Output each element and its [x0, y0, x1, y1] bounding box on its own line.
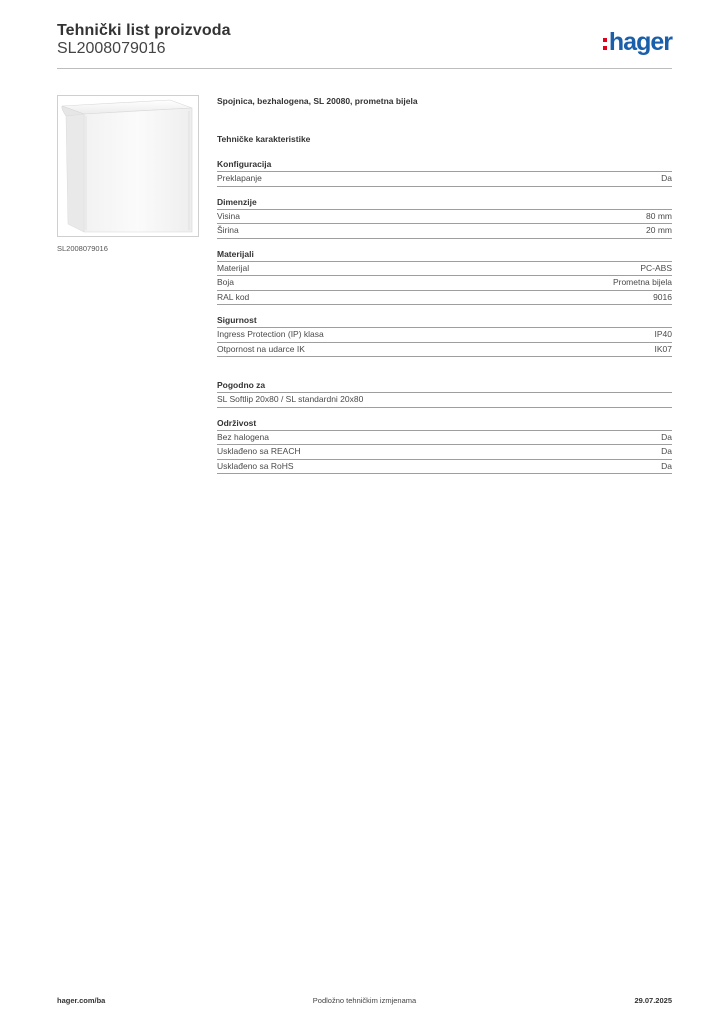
spec-label: RAL kod — [217, 291, 250, 302]
header-divider — [57, 68, 672, 69]
spec-row — [217, 445, 672, 460]
logo-text: hager — [608, 28, 672, 56]
section-dimenzije — [217, 196, 672, 239]
spec-label: Usklađeno sa RoHS — [217, 460, 294, 471]
spec-label: Ingress Protection (IP) klasa — [217, 329, 324, 339]
spec-value: PC-ABS — [640, 262, 672, 273]
spec-label: Bez halogena — [217, 431, 269, 442]
spec-row — [217, 460, 672, 475]
spec-value: IK07 — [654, 343, 672, 354]
section-title: Dimenzije — [217, 196, 672, 210]
spec-row — [217, 262, 672, 277]
spec-row — [217, 172, 672, 187]
specification-content — [217, 96, 672, 474]
spec-row — [217, 431, 672, 446]
spec-value: Da — [661, 173, 672, 183]
footer-notice: Podložno tehničkim izmjenama — [312, 996, 417, 1005]
section-odrzivost — [217, 417, 672, 475]
hager-logo — [603, 28, 672, 57]
spec-value: IP40 — [654, 329, 672, 339]
section-title: Održivost — [217, 417, 672, 431]
spec-value: 20 mm — [646, 225, 672, 235]
technical-characteristics-title: Tehničke karakteristike — [217, 134, 311, 144]
logo-dots-icon — [603, 38, 607, 50]
spec-row — [217, 291, 672, 306]
section-title: Sigurnost — [217, 314, 672, 328]
spec-value: Da — [661, 446, 672, 456]
section-sigurnost — [217, 314, 672, 357]
spec-label: Širina — [217, 225, 239, 235]
section-title: Pogodno za — [217, 379, 672, 393]
product-image — [57, 95, 199, 237]
section-materijali — [217, 248, 672, 306]
spec-value: Da — [661, 431, 672, 442]
spec-row — [217, 393, 672, 408]
section-konfiguracija — [217, 158, 672, 187]
section-title: Materijali — [217, 248, 672, 262]
spec-value: Da — [661, 460, 672, 471]
spec-row — [217, 224, 672, 239]
section-title: Konfiguracija — [217, 158, 672, 172]
spec-value: 9016 — [653, 291, 672, 302]
spec-row — [217, 343, 672, 358]
document-header — [57, 20, 672, 68]
document-title: Tehnički list proizvoda — [57, 22, 231, 39]
spec-row — [217, 276, 672, 291]
spec-value: 80 mm — [646, 210, 672, 221]
product-description: Spojnica, bezhalogena, SL 20080, prometna bijela — [217, 96, 418, 106]
spec-label: Usklađeno sa REACH — [217, 446, 301, 456]
spec-label: Materijal — [217, 262, 250, 273]
spec-label: Boja — [217, 277, 235, 287]
section-pogodno-za — [217, 379, 672, 408]
spec-row — [217, 210, 672, 225]
product-illustration — [58, 96, 198, 236]
spec-row — [217, 328, 672, 343]
image-caption: SL2008079016 — [57, 244, 108, 253]
spec-label: SL Softlip 20x80 / SL standardni 20x80 — [217, 394, 364, 404]
product-code: SL2008079016 — [57, 40, 166, 57]
spec-value: Prometna bijela — [612, 277, 672, 287]
spec-label: Visina — [217, 210, 240, 221]
footer-date: 29.07.2025 — [634, 996, 672, 1005]
spec-label: Otpornost na udarce IK — [217, 343, 305, 354]
spec-label: Preklapanje — [217, 173, 262, 183]
footer-website-link[interactable]: hager.com/ba — [57, 996, 106, 1005]
